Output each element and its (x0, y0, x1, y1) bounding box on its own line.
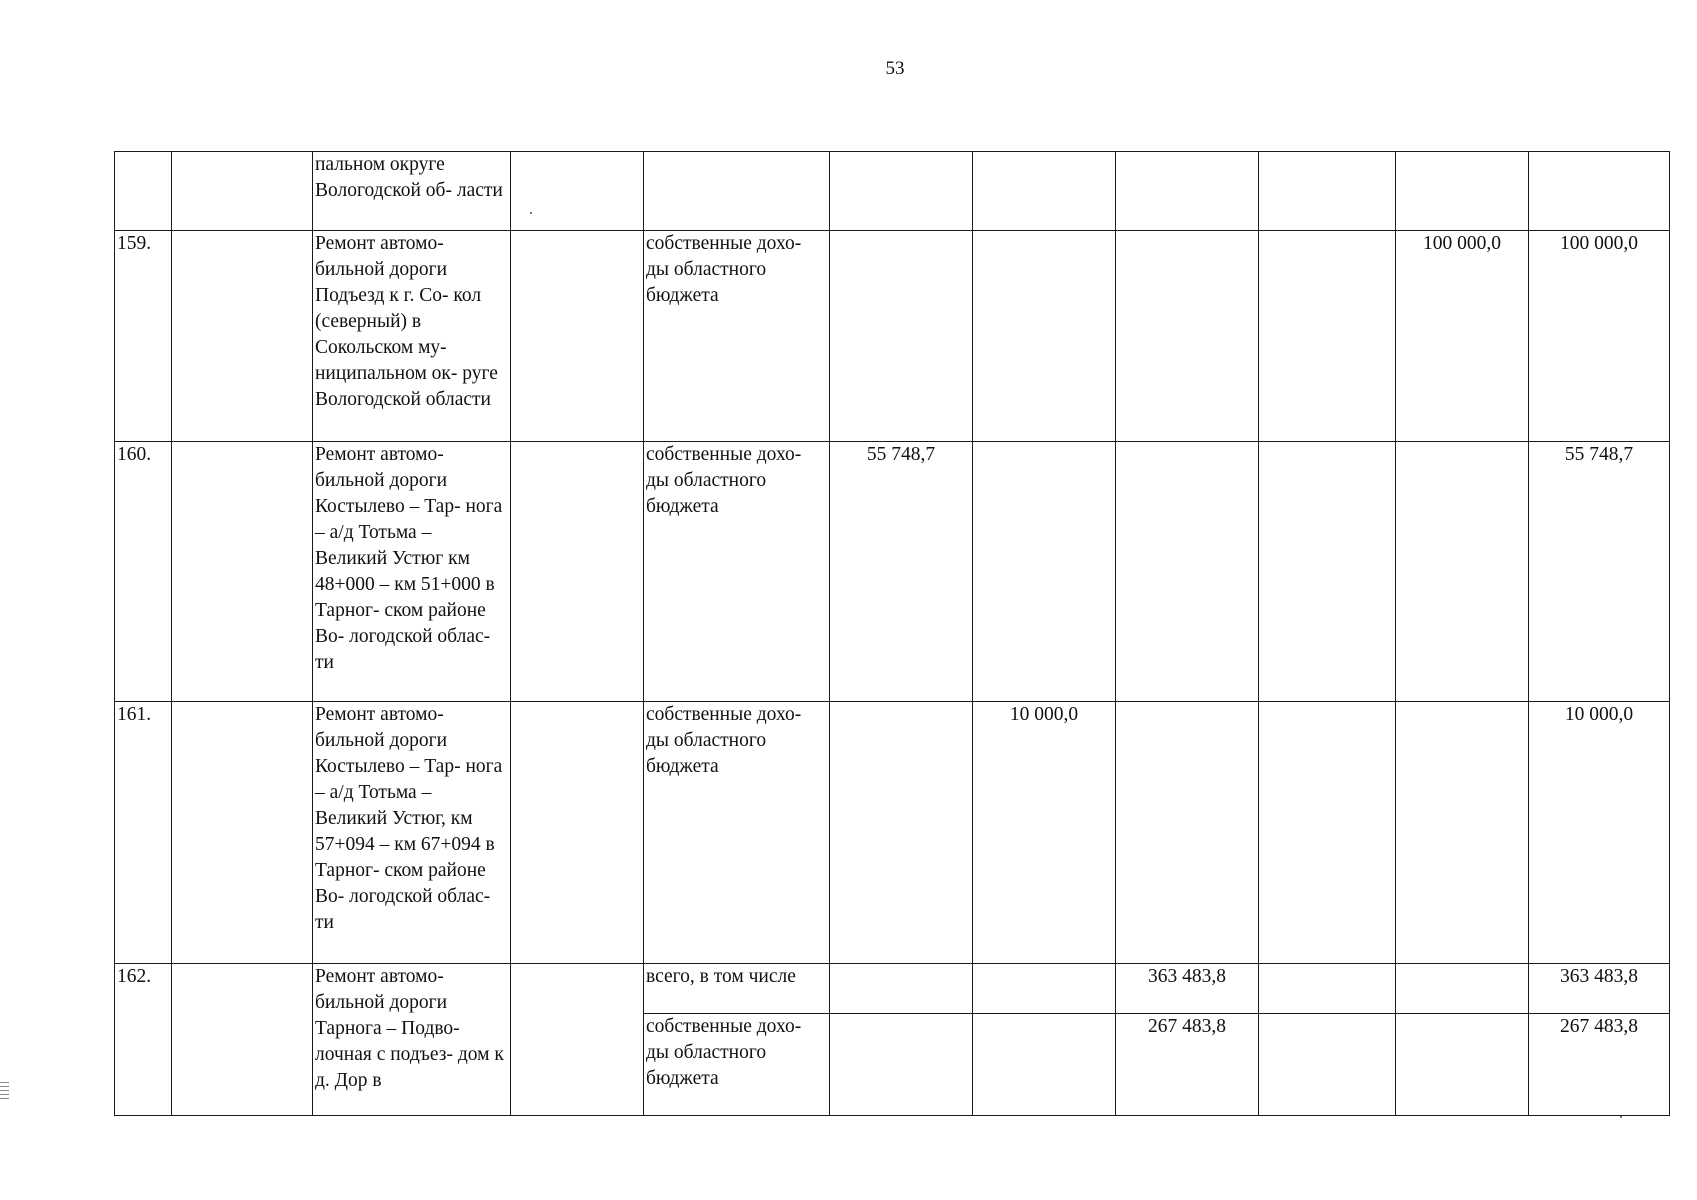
scan-speck (1620, 1116, 1622, 1118)
cell-value (1259, 442, 1396, 702)
cell-name: Ремонт автомо- бильной дороги Костылево – Тар- нога – а/д Тотьма – Великий Устюг, км 57+094 – км 67+094 в Тарног- ском районе Во- логодской облас- ти (313, 702, 511, 964)
cell-source: собственные дохо- ды областного бюджета (644, 231, 830, 442)
cell-num: 160. (115, 442, 172, 702)
cell-source: всего, в том числе (644, 964, 830, 1014)
page-number: 53 (885, 58, 905, 79)
cell-name: Ремонт автомо- бильной дороги Подъезд к г. Со- кол (северный) в Сокольском му- ниципальном ок- руге Вологодской области (313, 231, 511, 442)
cell-value: 100 000,0 (1396, 231, 1529, 442)
cell-value (1116, 702, 1259, 964)
cell-code (172, 702, 313, 964)
table-row-159 (115, 231, 1670, 442)
cell-source: собственные дохо- ды областного бюджета (644, 702, 830, 964)
cell-value: 10 000,0 (1529, 702, 1670, 964)
cell-value (973, 231, 1116, 442)
cell-num: 161. (115, 702, 172, 964)
cell-value (1259, 231, 1396, 442)
cell-value (973, 442, 1116, 702)
cell-num: 159. (115, 231, 172, 442)
scan-margin-mark (0, 1082, 9, 1100)
cell-value (1396, 442, 1529, 702)
cell-source (644, 152, 830, 231)
cell-value: 267 483,8 (1529, 1014, 1670, 1116)
cell-value: 10 000,0 (973, 702, 1116, 964)
cell-name: пальном округе Вологодской об- ласти (313, 152, 511, 231)
cell-code (172, 964, 313, 1116)
table-row-161 (115, 702, 1670, 964)
cell-value (1116, 231, 1259, 442)
cell-value (1396, 702, 1529, 964)
table-row-continuation (115, 152, 1670, 231)
cell-empty (511, 442, 644, 702)
cell-value (1259, 964, 1396, 1014)
cell-name: Ремонт автомо- бильной дороги Костылево – Тар- нога – а/д Тотьма – Великий Устюг км 48+000 – км 51+000 в Тарног- ском районе Во- логодской облас- ти (313, 442, 511, 702)
cell-value (1259, 702, 1396, 964)
table-row-162-total (115, 964, 1670, 1014)
cell-code (172, 152, 313, 231)
cell-empty (511, 964, 644, 1116)
cell-value (1116, 152, 1259, 231)
cell-source: собственные дохо- ды областного бюджета (644, 442, 830, 702)
cell-num: 162. (115, 964, 172, 1116)
cell-value (830, 702, 973, 964)
cell-value (1116, 442, 1259, 702)
budget-table (114, 151, 1670, 1116)
cell-value (1396, 1014, 1529, 1116)
scan-speck (530, 212, 532, 214)
cell-value: 363 483,8 (1116, 964, 1259, 1014)
cell-num (115, 152, 172, 231)
cell-value (1259, 1014, 1396, 1116)
cell-value (973, 1014, 1116, 1116)
cell-value (830, 1014, 973, 1116)
cell-value (973, 152, 1116, 231)
cell-name: Ремонт автомо- бильной дороги Тарнога – Подво- лочная с подъез- дом к д. Дор в (313, 964, 511, 1116)
cell-empty (511, 702, 644, 964)
cell-empty (511, 152, 644, 231)
cell-value (1396, 964, 1529, 1014)
cell-value: 363 483,8 (1529, 964, 1670, 1014)
cell-value: 267 483,8 (1116, 1014, 1259, 1116)
cell-value (830, 152, 973, 231)
cell-empty (511, 231, 644, 442)
cell-code (172, 231, 313, 442)
cell-value (1529, 152, 1670, 231)
cell-value: 55 748,7 (1529, 442, 1670, 702)
cell-value (830, 964, 973, 1014)
cell-value (830, 231, 973, 442)
cell-code (172, 442, 313, 702)
cell-value: 100 000,0 (1529, 231, 1670, 442)
cell-value (1396, 152, 1529, 231)
table-row-160 (115, 442, 1670, 702)
cell-value: 55 748,7 (830, 442, 973, 702)
cell-value (1259, 152, 1396, 231)
cell-source: собственные дохо- ды областного бюджета (644, 1014, 830, 1116)
cell-value (973, 964, 1116, 1014)
